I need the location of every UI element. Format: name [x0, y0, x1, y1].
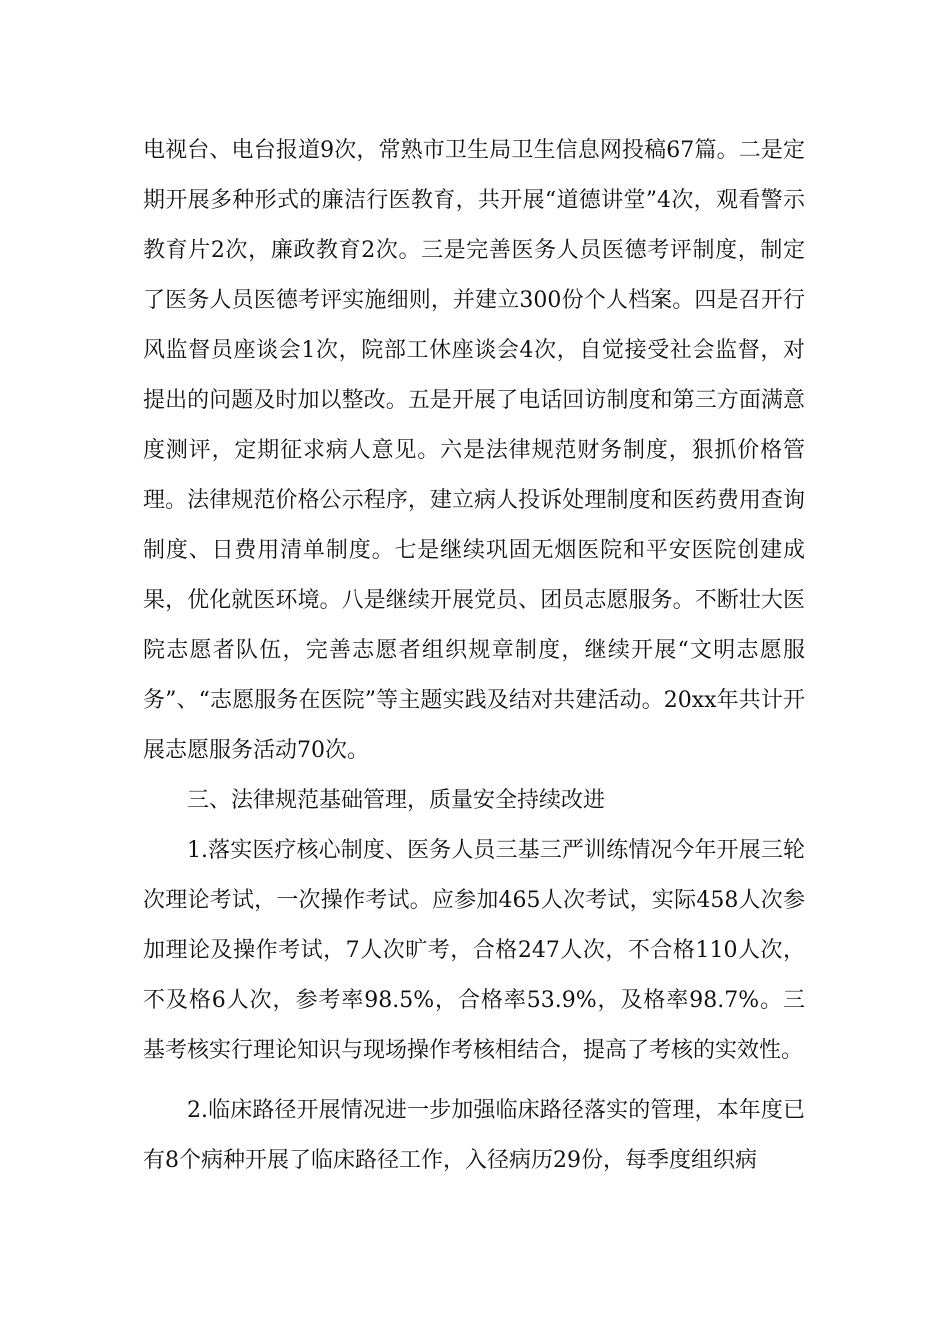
paragraph-item-2: 2.临床路径开展情况进一步加强临床路径落实的管理，本年度已有8个病种开展了临床路径工作，入径病历29份，每季度组织病 [143, 1098, 805, 1173]
paragraph-item-1: 1.落实医疗核心制度、医务人员三基三严训练情况今年开展三轮次理论考试，一次操作考试。应参加465人次考试，实际458人次参加理论及操作考试，7人次旷考，合格247人次，不合格110人次，不及格6人次，参考率98.5%，合格率53.9%，及格率98.7%。三基考核实行理论知识与现场操作考核相结合，提高了考核的实效性。 [143, 838, 805, 1063]
section-heading: 三、法律规范基础管理，质量安全持续改进 [187, 788, 606, 813]
document-page [143, 126, 805, 1186]
paragraph-continuation: 电视台、电台报道9次，常熟市卫生局卫生信息网投稿67篇。二是定期开展多种形式的廉洁行医教育，共开展“道德讲堂”4次，观看警示教育片2次，廉政教育2次。三是完善医务人员医德考评制度，制定了医务人员医德考评实施细则，并建立300份个人档案。四是召开行风监督员座谈会1次，院部工休座谈会4次，自觉接受社会监督，对提出的问题及时加以整改。五是开展了电话回访制度和第三方面满意度测评，定期征求病人意见。六是法律规范财务制度，狠抓价格管理。法律规范价格公示程序，建立病人投诉处理制度和医药费用查询制度、日费用清单制度。七是继续巩固无烟医院和平安医院创建成果，优化就医环境。八是继续开展党员、团员志愿服务。不断壮大医院志愿者队伍，完善志愿者组织规章制度，继续开展“文明志愿服务”、“志愿服务在医院”等主题实践及结对共建活动。20xx年共计开展志愿服务活动70次。 [143, 138, 805, 763]
